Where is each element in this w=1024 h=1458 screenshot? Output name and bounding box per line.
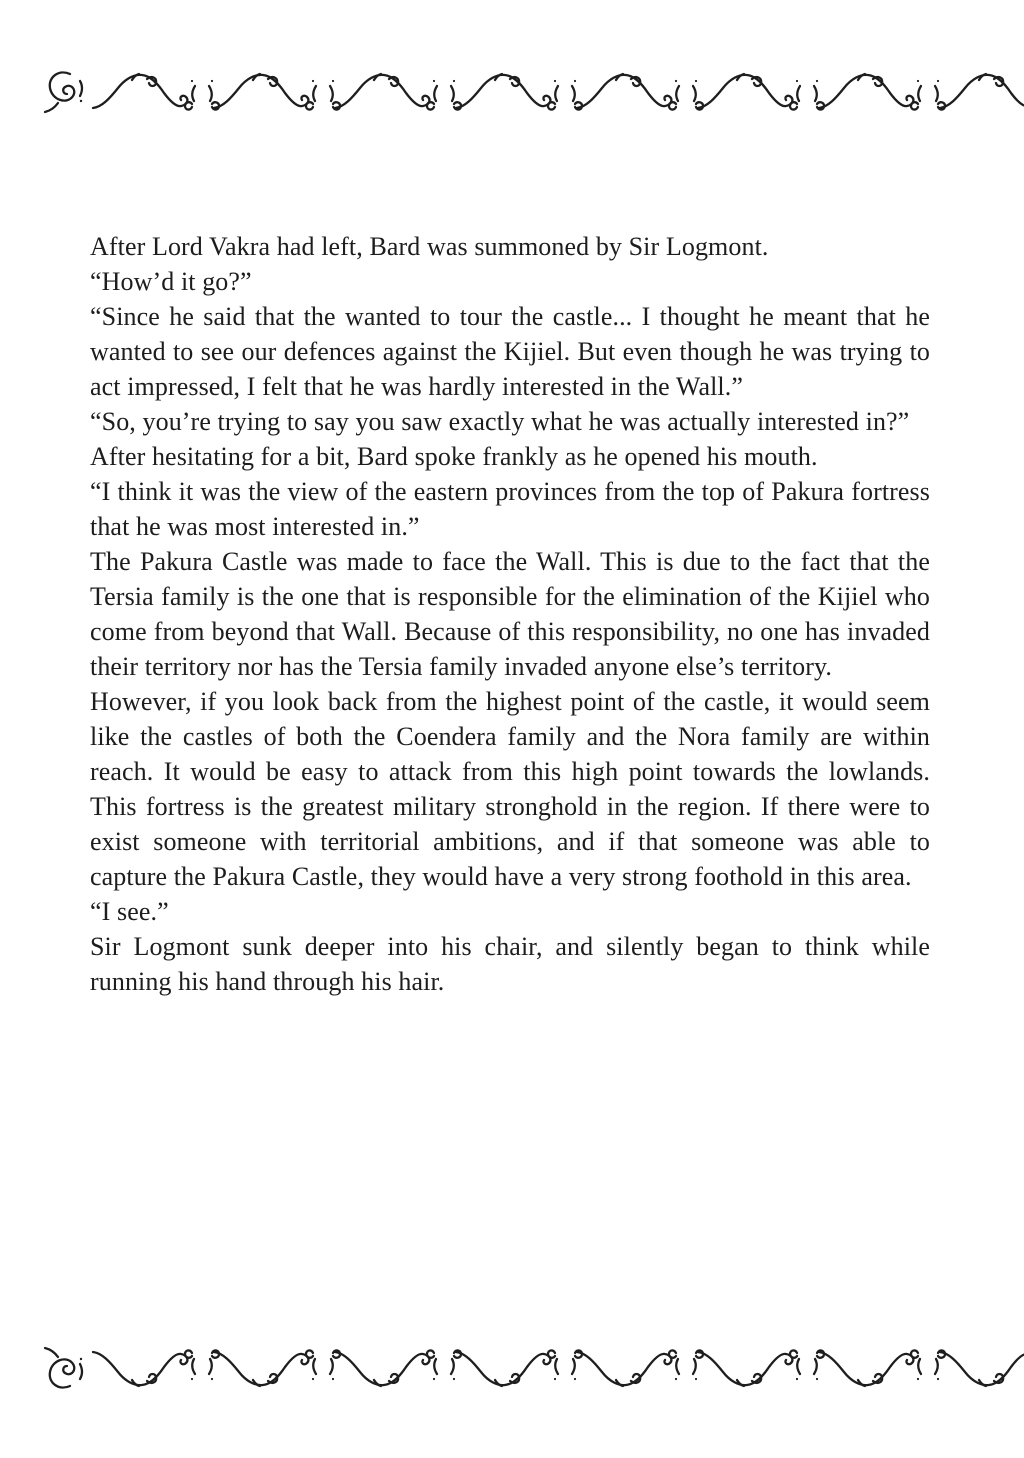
paragraph-1: After Lord Vakra had left, Bard was summoned by Sir Logmont. [90,232,769,261]
paragraph-6: “I think it was the view of the eastern provinces from the top of Pakura fortress that he was most interested in.” [90,477,930,541]
paragraph-10: Sir Logmont sunk deeper into his chair, and silently began to think while running his hand through his hair. [90,932,930,996]
paragraph-8: However, if you look back from the highest point of the castle, it would seem like the castles of both the Coendera family and the Nora family are within reach. It would be easy to attack from this high point towards the lowlands. This fortress is the greatest military stronghold in the region. If there were to exist someone with territorial ambitions, and if that someone was able to capture the Pakura Castle, they would have a very strong foothold in this area. [90,687,930,891]
page-text [90,229,930,999]
bottom-flourish-border-icon [40,1344,1024,1394]
paragraph-5: After hesitating for a bit, Bard spoke frankly as he opened his mouth. [90,442,818,471]
paragraph-7: The Pakura Castle was made to face the Wall. This is due to the fact that the Tersia family is the one that is responsible for the elimination of the Kijiel who come from beyond that Wall. Because of this responsibility, no one has invaded their territory nor has the Tersia family invaded anyone else’s territory. [90,547,930,681]
paragraph-3: “Since he said that the wanted to tour the castle... I thought he meant that he wanted to see our defences against the Kijiel. But even though he was trying to act impressed, I felt that he was hardly interested in the Wall.” [90,302,930,401]
paragraph-2: “How’d it go?” [90,267,252,296]
paragraph-9: “I see.” [90,897,169,926]
paragraph-4: “So, you’re trying to say you saw exactly what he was actually interested in?” [90,407,910,436]
top-flourish-border-icon [40,66,1024,116]
